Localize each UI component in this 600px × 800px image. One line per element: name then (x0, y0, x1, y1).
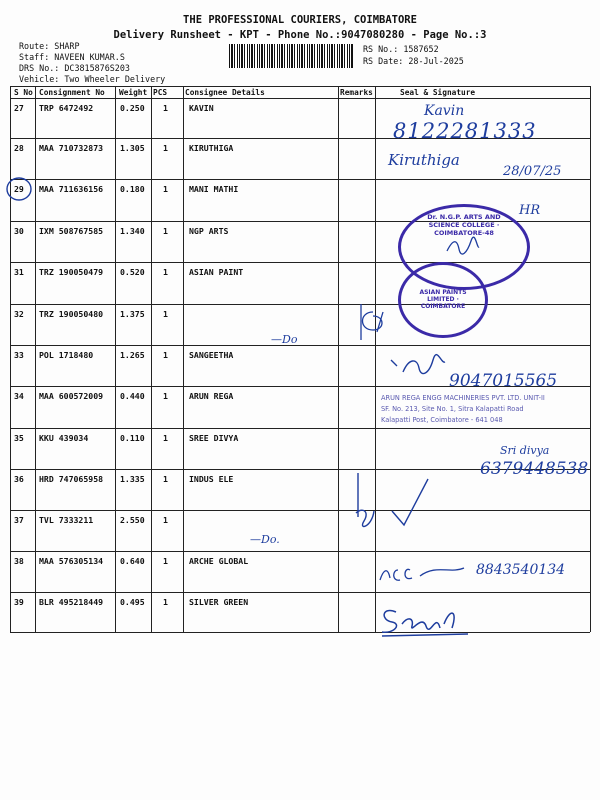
row-sno: 28 (14, 143, 24, 153)
row-consignment-no: TRZ 190050480 (39, 309, 104, 319)
table-column-rule (10, 86, 11, 632)
header-seal: Seal & Signature (400, 88, 476, 97)
row-pcs: 1 (163, 226, 168, 236)
signature-silver-green-icon (378, 604, 470, 638)
row-pcs: 1 (163, 103, 168, 113)
row-sno: 32 (14, 309, 24, 319)
header-pcs: PCS (153, 88, 168, 97)
row-pcs: 1 (163, 267, 168, 277)
row-pcs: 1 (163, 350, 168, 360)
table-rule (10, 632, 590, 633)
row-consignee: SREE DIVYA (189, 433, 239, 443)
table-rule (10, 304, 590, 305)
table-rule (10, 345, 590, 346)
ditto-row37: —Do. (250, 533, 280, 546)
table-column-rule (590, 86, 591, 632)
row-pcs: 1 (163, 143, 168, 153)
ngp-college-stamp: Dr. N.G.P. ARTS AND SCIENCE COLLEGE · COIMBATORE-48 (398, 204, 530, 290)
row-sno: 38 (14, 556, 24, 566)
table-column-rule (151, 86, 152, 632)
row-sno: 30 (14, 226, 24, 236)
row-weight: 0.440 (120, 391, 145, 401)
row-sno: 36 (14, 474, 24, 484)
row-sno: 31 (14, 267, 24, 277)
row-pcs: 1 (163, 556, 168, 566)
row-consignee: KAVIN (189, 103, 214, 113)
drs-label: DRS No.: DC3815876S203 (19, 63, 130, 73)
header-sno: S No (14, 88, 33, 97)
circle-mark-icon (6, 176, 32, 202)
row-pcs: 1 (163, 433, 168, 443)
row-weight: 0.250 (120, 103, 145, 113)
signature-kiruthiga: Kiruthiga (388, 151, 460, 169)
table-rule (10, 551, 590, 552)
table-column-rule (35, 86, 36, 632)
phone-arche-global: 8843540134 (476, 562, 566, 578)
row-consignment-no: HRD 747065958 (39, 474, 104, 484)
row-consignee: NGP ARTS (189, 226, 229, 236)
signature-kavin: Kavin (424, 103, 465, 119)
header-consignee: Consignee Details (185, 88, 265, 97)
signature-scribble-icon (355, 302, 389, 346)
row-weight: 1.375 (120, 309, 145, 319)
row-consignment-no: MAA 711636156 (39, 184, 104, 194)
header-weight: Weight (119, 88, 148, 97)
row-weight: 1.265 (120, 350, 145, 360)
row-consignment-no: TRZ 190050479 (39, 267, 104, 277)
row-sno: 37 (14, 515, 24, 525)
table-rule (10, 592, 590, 593)
row-consignee: MANI MATHI (189, 184, 239, 194)
signature-scribble-icon (445, 237, 481, 255)
table-rule (10, 86, 590, 87)
row-consignee: SANGEETHA (189, 350, 234, 360)
row-pcs: 1 (163, 597, 168, 607)
row-consignment-no: TVL 7333211 (39, 515, 94, 525)
company-title: THE PROFESSIONAL COURIERS, COIMBATORE (183, 14, 417, 26)
row-consignee: ASIAN PAINT (189, 267, 244, 277)
row-pcs: 1 (163, 309, 168, 319)
hr-mark: HR (519, 203, 541, 218)
row-consignment-no: MAA 600572009 (39, 391, 104, 401)
row-pcs: 1 (163, 474, 168, 484)
phone-kavin: 8122281333 (393, 119, 537, 143)
route-label: Route: SHARP (19, 41, 80, 51)
row-weight: 0.520 (120, 267, 145, 277)
row-sno: 39 (14, 597, 24, 607)
table-rule (10, 98, 590, 99)
row-weight: 0.180 (120, 184, 145, 194)
table-column-rule (338, 86, 339, 632)
row-consignee: KIRUTHIGA (189, 143, 234, 153)
row-weight: 0.495 (120, 597, 145, 607)
row-consignment-no: KKU 439034 (39, 433, 89, 443)
table-rule (10, 510, 590, 511)
row-weight: 0.640 (120, 556, 145, 566)
row-sno: 33 (14, 350, 24, 360)
row-weight: 0.110 (120, 433, 145, 443)
barcode (229, 44, 353, 68)
row-pcs: 1 (163, 515, 168, 525)
row-consignment-no: POL 1718480 (39, 350, 94, 360)
rs-date: RS Date: 28-Jul-2025 (363, 56, 464, 66)
row-consignment-no: MAA 576305134 (39, 556, 104, 566)
rs-number: RS No.: 1587652 (363, 44, 439, 54)
row-sno: 34 (14, 391, 24, 401)
row-consignment-no: MAA 710732873 (39, 143, 104, 153)
row-pcs: 1 (163, 391, 168, 401)
arun-rega-stamp: ARUN REGA ENGG MACHINERIES PVT. LTD. UNIT-II SF. No. 213, Site No. 1, Sitra Kalapatti Road Kalapatti Post, Coimbatore - 641 048 (381, 394, 545, 424)
row-consignee: ARUN REGA (189, 391, 234, 401)
row-consignment-no: TRP 6472492 (39, 103, 94, 113)
row-consignment-no: BLR 495218449 (39, 597, 104, 607)
runsheet-title: Delivery Runsheet - KPT - Phone No.:9047080280 - Page No.:3 (113, 29, 487, 41)
table-rule (10, 428, 590, 429)
row-consignee: INDUS ELE (189, 474, 234, 484)
table-column-rule (183, 86, 184, 632)
table-rule (10, 179, 590, 180)
table-column-rule (115, 86, 116, 632)
row-consignment-no: IXM 508767585 (39, 226, 104, 236)
phone-sree-divya: 6379448538 (480, 459, 589, 479)
staff-label: Staff: NAVEEN KUMAR.S (19, 52, 125, 62)
vehicle-label: Vehicle: Two Wheeler Delivery (19, 74, 166, 84)
row-weight: 1.335 (120, 474, 145, 484)
row-pcs: 1 (163, 184, 168, 194)
row-sno: 27 (14, 103, 24, 113)
row-consignee: ARCHE GLOBAL (189, 556, 249, 566)
header-consignment: Consignment No (39, 88, 105, 97)
row-weight: 1.340 (120, 226, 145, 236)
table-column-rule (375, 86, 376, 632)
date-kiruthiga: 28/07/25 (503, 164, 562, 179)
signature-scribble-icon (376, 560, 466, 586)
row-consignee: SILVER GREEN (189, 597, 249, 607)
row-sno: 29 (14, 184, 24, 194)
signature-scribble-icon (352, 471, 438, 533)
row-weight: 1.305 (120, 143, 145, 153)
name-sree-divya: Sri divya (500, 444, 550, 457)
header-remarks: Remarks (340, 88, 373, 97)
asian-paints-stamp: ASIAN PAINTS LIMITED · COIMBATORE (398, 262, 488, 338)
row-sno: 35 (14, 433, 24, 443)
signature-scribble-icon (389, 352, 447, 380)
row-weight: 2.550 (120, 515, 145, 525)
ditto-row32: —Do (271, 333, 298, 346)
phone-sangeetha: 9047015565 (449, 371, 558, 391)
